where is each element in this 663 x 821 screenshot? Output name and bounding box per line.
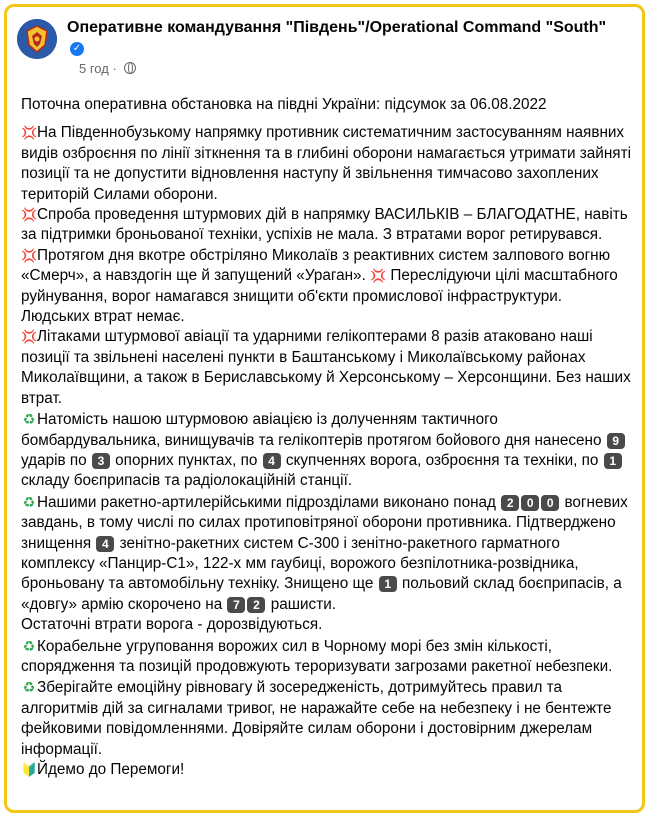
post-card: [4, 4, 645, 813]
keycap-number: 9: [607, 433, 625, 449]
post-meta: 5 год ·: [79, 61, 136, 77]
recycle-emoji-icon: ♻: [22, 493, 36, 510]
collision-emoji-icon: 💢: [21, 247, 38, 263]
paragraph-text: скупченнях ворога, озброєння та техніки, по: [285, 451, 599, 469]
paragraph-10: [21, 760, 633, 780]
paragraph-text: складу боєприпасів та радіолокаційній станції.: [21, 472, 353, 490]
keycap-number: 0: [521, 495, 539, 511]
paragraph-6: [21, 492, 633, 615]
recycle-emoji-icon: ♻: [22, 637, 36, 654]
paragraph-text: зенітно-ракетних систем С-300 і зенітно-ракетного гарматного комплексу «Панцир-С1», 122-х мм гаубиці, ворожого безпілотника-розвідника, броньовану та автомобільну техніку. Знищено ще: [21, 534, 579, 593]
paragraph-text: Натомість нашою штурмовою авіацією із долученням тактичного бомбардувальника, винищувачів та гелікоптерів протягом бойового дня нанесено: [21, 411, 602, 449]
paragraph-text: Протягом дня вкотре обстріляно Миколаїв з реактивних систем залпового вогню «Смерч», а навздогін ще й запущений «Ураган».: [21, 246, 611, 285]
keycap-number: 1: [604, 453, 622, 469]
paragraph-3: [21, 246, 633, 328]
paragraph-text: Спроба проведення штурмових дій в напрямку ВАСИЛЬКІВ – БЛАГОДАТНЕ, навіть за підтримки броньованої техніки, успіхів не мала. З втратами ворог ретирувався.: [21, 206, 628, 244]
author-name[interactable]: [67, 18, 607, 58]
globe-icon[interactable]: [124, 62, 136, 74]
command-emblem-icon: [17, 19, 57, 59]
paragraph-text: рашисти.: [270, 595, 336, 613]
paragraph-text: Нашими ракетно-артилерійськими підрозділами виконано понад: [37, 493, 496, 511]
paragraph-1: [21, 123, 633, 205]
paragraph-text: На Південнобузькому напрямку противник систематичним застосуванням наявних видів озброєння по лінії зіткнення та в глибині оборони намагається утримати зайняті позиції та не допустити відновлення наступу й звільнення тимчасово захоплених територій Силами оборони.: [21, 124, 631, 203]
keycap-number: 0: [541, 495, 559, 511]
paragraph-text: польовий склад боєприпасів, а «довгу» армію скорочено на: [21, 575, 622, 613]
collision-emoji-icon: 💢: [370, 268, 387, 284]
keycap-number: 3: [92, 453, 110, 469]
post-intro: Поточна оперативна обстановка на півдні України: підсумок за 06.08.2022: [21, 96, 547, 113]
beginner-emoji-icon: 🔰: [21, 762, 38, 777]
paragraph-5: [21, 409, 633, 492]
keycap-number: 2: [247, 597, 265, 613]
recycle-emoji-icon: ♻: [22, 679, 36, 696]
post-header: [17, 15, 617, 75]
keycap-number: 2: [501, 495, 519, 511]
page-avatar[interactable]: [17, 19, 57, 59]
collision-emoji-icon: 💢: [21, 125, 38, 141]
paragraph-7: Остаточні втрати ворога - дорозвідуються.: [21, 616, 323, 634]
paragraph-text: опорних пунктах, по: [115, 451, 258, 469]
paragraph-text: вогневих завдань, в тому числі по силах протиповітряної оборони противника. Підтверджено знищення: [21, 493, 628, 552]
paragraph-text: Зберігайте емоційну рівновагу й зосередженість, дотримуйтесь правил та алгоритмів дій за сигналами тривог, не наражайте себе на небезпеку і не бентежте фейковими повідомленнями. Довіряйте силам оборони і достовірним джерелам інформації.: [21, 679, 612, 758]
collision-emoji-icon: 💢: [21, 329, 38, 345]
post-time[interactable]: 5 год: [79, 61, 109, 76]
verified-badge-icon: ✓: [70, 42, 84, 56]
keycap-number: 7: [227, 597, 245, 613]
post-content: [21, 83, 633, 780]
paragraph-4: [21, 327, 633, 409]
paragraph-text: Переслідуючи цілі масштабного руйнування, ворог намагався знищити об'єкти промислової інфраструктури. Людських втрат немає.: [21, 267, 618, 326]
paragraph-text: Корабельне угруповання ворожих сил в Чорному морі без змін кількості, спорядження та позицій продовжують тероризувати загрозами ракетної небезпеки.: [21, 637, 613, 675]
paragraph-text: ударів по: [21, 451, 87, 469]
paragraph-2: [21, 205, 633, 246]
keycap-number: 4: [263, 453, 281, 469]
paragraph-8: [21, 636, 633, 678]
paragraph-9: [21, 677, 633, 760]
keycap-number: 4: [96, 536, 114, 552]
recycle-emoji-icon: ♻: [22, 411, 36, 428]
paragraph-text: Йдемо до Перемоги!: [37, 761, 185, 778]
collision-emoji-icon: 💢: [21, 207, 38, 223]
author-name-text[interactable]: Оперативне командування "Південь"/Operational Command "South": [67, 19, 607, 36]
paragraph-text: Літаками штурмової авіації та ударними гелікоптерами 8 разів атаковано наші позиції та звільнені населені пункти в Баштанському і Миколаївському районах Миколаївщини, а також в Бериславському й Херсонському – Херсонщини. Без наших втрат.: [21, 328, 631, 407]
keycap-number: 1: [379, 576, 397, 592]
